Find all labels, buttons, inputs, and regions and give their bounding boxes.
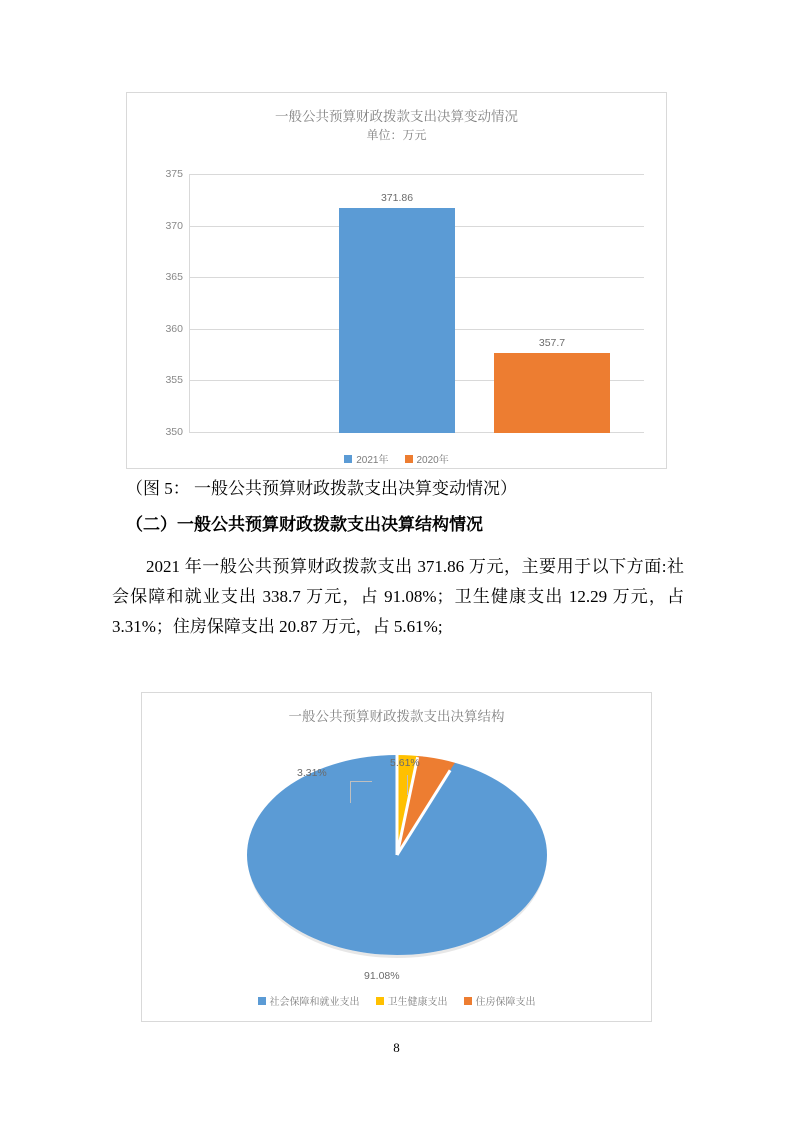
bar-chart-subtitle: 单位：万元 <box>366 127 427 142</box>
legend-swatch-icon <box>464 997 472 1005</box>
pie-label-health: 3.31% <box>297 767 327 779</box>
section-heading: （二）一般公共预算财政拨款支出决算结构情况 <box>126 515 483 534</box>
pie-graphic <box>247 755 547 955</box>
legend-swatch-icon <box>258 997 266 1005</box>
pie-chart-title: 一般公共预算财政拨款支出决算结构 <box>288 709 505 724</box>
legend-label: 2021年 <box>356 455 389 466</box>
y-tick-label: 365 <box>165 271 183 284</box>
bar-value-label: 371.86 <box>380 191 414 204</box>
legend-item-health <box>376 993 448 1008</box>
page-number: 8 <box>393 1040 400 1055</box>
bar-2020 <box>494 337 610 433</box>
legend-item-2020 <box>405 451 449 466</box>
y-tick-label: 360 <box>165 322 183 335</box>
bar-2021 <box>339 191 455 433</box>
legend-label: 卫生健康支出 <box>387 997 448 1008</box>
figure-caption: （图 5： 一般公共预算财政拨款支出决算变动情况） <box>126 479 517 498</box>
pie-label-social-security: 91.08% <box>364 970 400 982</box>
bar-chart-figure <box>126 92 667 469</box>
body-paragraph: 2021 年一般公共预算财政拨款支出 371.86 万元，主要用于以下方面:社会保障和就业支出 338.7 万元，占 91.08%；卫生健康支出 12.29 万元，占 3.31%；住房保障支出 20.87 万元，占 5.61%; <box>112 557 684 636</box>
pie-chart-plot-area <box>142 745 651 982</box>
leader-line <box>407 775 408 795</box>
bar-chart-plot-area <box>165 168 644 438</box>
legend-swatch-icon <box>344 455 352 463</box>
y-tick-label: 355 <box>165 374 183 387</box>
legend-label: 社会保障和就业支出 <box>269 997 360 1008</box>
bar-value-label: 357.7 <box>538 337 566 350</box>
leader-line <box>350 781 351 803</box>
y-tick-label: 375 <box>165 168 183 180</box>
bar-chart-legend <box>127 451 666 466</box>
legend-label: 住房保障支出 <box>475 997 536 1008</box>
y-tick-label: 370 <box>165 219 183 232</box>
pie-chart-figure <box>141 692 652 1022</box>
bar-chart-y-axis <box>189 175 190 433</box>
legend-swatch-icon <box>376 997 384 1005</box>
legend-item-social-security <box>258 993 360 1008</box>
legend-swatch-icon <box>405 455 413 463</box>
bar-chart-title: 一般公共预算财政拨款支出决算变动情况 <box>275 109 518 124</box>
gridline-375 <box>165 168 644 180</box>
legend-label: 2020年 <box>416 455 449 466</box>
y-tick-label: 350 <box>165 426 183 438</box>
legend-item-2021 <box>344 451 388 466</box>
pie-chart-legend <box>142 993 651 1008</box>
legend-item-housing <box>464 993 536 1008</box>
leader-line <box>350 781 372 782</box>
pie-label-housing: 5.61% <box>390 757 420 769</box>
